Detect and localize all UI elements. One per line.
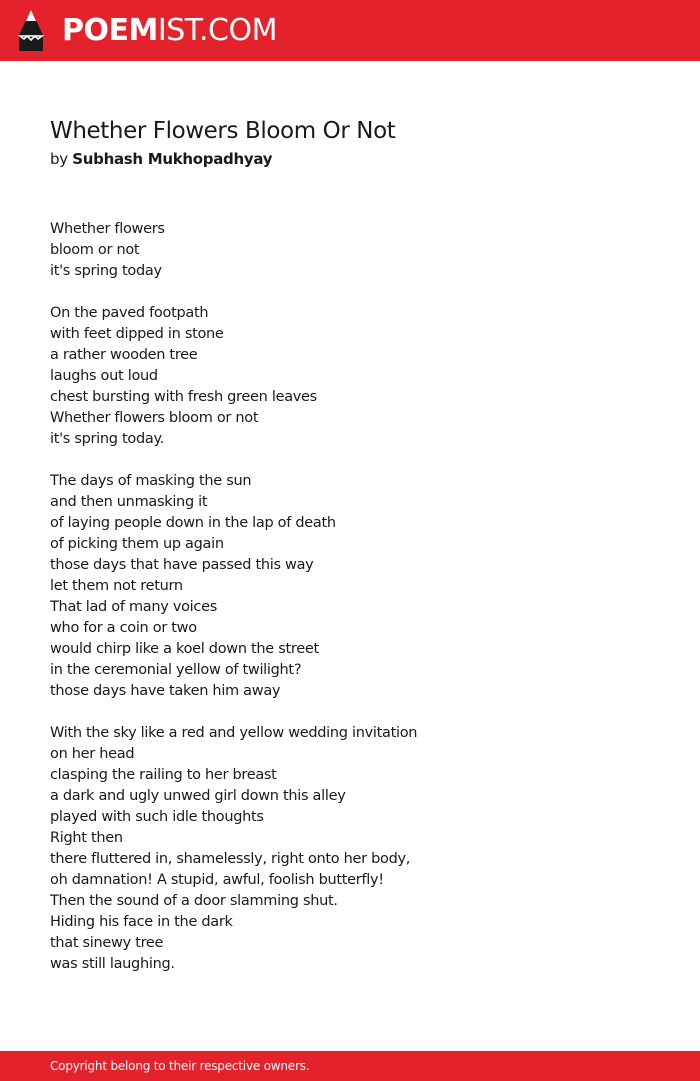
poem-line: oh damnation! A stupid, awful, foolish butterfly! xyxy=(50,872,384,888)
site-header xyxy=(0,0,700,61)
poem-title: Whether Flowers Bloom Or Not xyxy=(50,118,396,144)
pencil-logo-icon[interactable] xyxy=(17,9,45,52)
poem-line: Hiding his face in the dark xyxy=(50,914,233,930)
poem-line: of laying people down in the lap of death xyxy=(50,515,336,531)
poem-line: those days that have passed this way xyxy=(50,557,314,573)
author-name: Subhash Mukhopadhyay xyxy=(72,150,273,168)
logo-text-light: IST.COM xyxy=(157,13,277,48)
poem-body xyxy=(50,219,670,996)
poem-line: On the paved footpath xyxy=(50,305,209,321)
poem-line: played with such idle thoughts xyxy=(50,809,264,825)
site-footer xyxy=(0,1051,700,1081)
by-label: by xyxy=(50,150,68,168)
poem-line: would chirp like a koel down the street xyxy=(50,641,319,657)
poem-line: a rather wooden tree xyxy=(50,347,198,363)
poem-line: that sinewy tree xyxy=(50,935,164,951)
poem-line: let them not return xyxy=(50,578,183,594)
poem-line: With the sky like a red and yellow wedding invitation xyxy=(50,725,418,741)
poem-line: That lad of many voices xyxy=(50,599,217,615)
site-logo[interactable] xyxy=(62,11,277,51)
poem-stanza-3 xyxy=(50,471,670,702)
poem-line: clasping the railing to her breast xyxy=(50,767,277,783)
poem-line: a dark and ugly unwed girl down this alley xyxy=(50,788,346,804)
poem-line: it's spring today. xyxy=(50,431,164,447)
poem-stanza-4 xyxy=(50,723,670,975)
poem-line: Whether flowers bloom or not xyxy=(50,410,259,426)
poem-byline xyxy=(50,148,272,170)
poem-line: chest bursting with fresh green leaves xyxy=(50,389,317,405)
poem-stanza-2 xyxy=(50,303,670,450)
poem-line: was still laughing. xyxy=(50,956,175,972)
poem-line: Right then xyxy=(50,830,123,846)
poem-line: with feet dipped in stone xyxy=(50,326,224,342)
poem-line: Then the sound of a door slamming shut. xyxy=(50,893,338,909)
poem-stanza-1 xyxy=(50,219,670,282)
poem-line: in the ceremonial yellow of twilight? xyxy=(50,662,302,678)
poem-line: on her head xyxy=(50,746,135,762)
poem-line: and then unmasking it xyxy=(50,494,208,510)
poem-line: those days have taken him away xyxy=(50,683,281,699)
poem-line: it's spring today xyxy=(50,263,162,279)
poem-line: of picking them up again xyxy=(50,536,224,552)
poem-line: Whether flowers xyxy=(50,221,165,237)
poem-line: there fluttered in, shamelessly, right onto her body, xyxy=(50,851,411,867)
logo-text-bold: POEM xyxy=(62,13,158,48)
poem-line: bloom or not xyxy=(50,242,140,258)
poem-line: who for a coin or two xyxy=(50,620,197,636)
poem-line: laughs out loud xyxy=(50,368,158,384)
poem-line: The days of masking the sun xyxy=(50,473,252,489)
copyright-text: Copyright belong to their respective owners. xyxy=(50,1059,310,1073)
